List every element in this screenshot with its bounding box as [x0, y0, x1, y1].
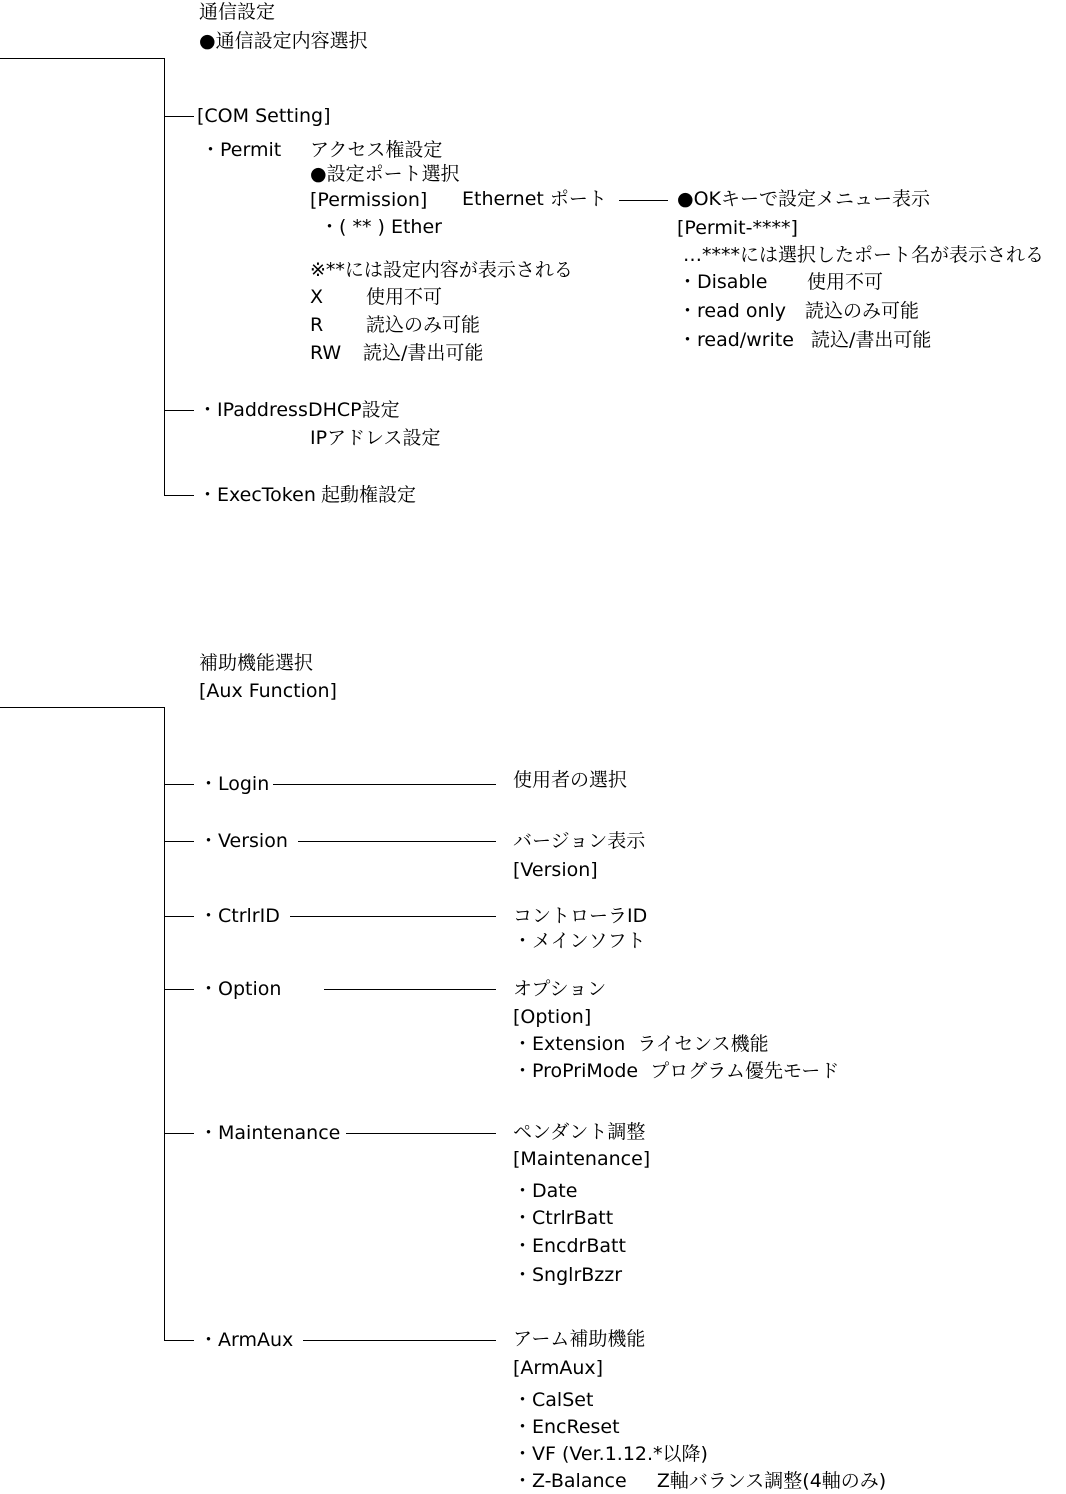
ip-address-setting: IPアドレス設定: [310, 427, 441, 449]
maintenance-header: [Maintenance]: [513, 1148, 651, 1170]
com-trunk-line: [164, 58, 165, 496]
armaux-item-vf: ・VF (Ver.1.12.*以降): [513, 1443, 708, 1465]
aux-branch-line-ctrlrid: [164, 916, 194, 917]
permit-note: ※**には設定内容が表示される: [310, 259, 573, 281]
armaux-item-calset: ・CalSet: [513, 1389, 594, 1411]
com-select-label: ●通信設定内容選択: [199, 30, 368, 52]
port-name-note: …****には選択したポート名が表示される: [683, 244, 1045, 266]
maintenance-connector-line: [346, 1133, 496, 1134]
mode-code-rw: RW: [310, 342, 342, 364]
permit-header: [Permit-****]: [677, 217, 798, 239]
ethernet-port-label: Ethernet ポート: [462, 188, 607, 210]
option-label: ・Option: [199, 978, 282, 1000]
permission-header: [Permission]: [310, 189, 428, 211]
aux-branch-line-version: [164, 841, 194, 842]
maintenance-item-date: ・Date: [513, 1180, 578, 1202]
ctrlrid-label: ・CtrlrID: [199, 905, 280, 927]
option-disable-label: ・Disable: [678, 271, 768, 293]
aux-title: 補助機能選択: [199, 652, 314, 674]
maintenance-item-snglrbzzr: ・SnglrBzzr: [513, 1264, 623, 1286]
aux-branch-line-maintenance: [164, 1133, 194, 1134]
option-readonly-desc: 読込のみ可能: [805, 300, 920, 322]
option-readwrite-label: ・read/write: [678, 329, 794, 351]
mode-desc-r: 読込のみ可能: [366, 314, 481, 336]
aux-branch-line-armaux: [164, 1340, 194, 1341]
option-item-extension: ・Extension ライセンス機能: [513, 1033, 769, 1055]
option-header: [Option]: [513, 1006, 592, 1028]
dhcp-setting: DHCP設定: [308, 399, 400, 421]
com-entry-line: [0, 58, 165, 59]
aux-branch-line-option: [164, 989, 194, 990]
option-readonly-label: ・read only: [678, 300, 787, 322]
ok-menu-label: ●OKキーで設定メニュー表示: [677, 188, 930, 210]
maintenance-desc: ペンダント調整: [513, 1121, 646, 1143]
exectoken-label: ・ExecToken: [198, 484, 316, 506]
maintenance-item-ctrlrbatt: ・CtrlrBatt: [513, 1207, 614, 1229]
armaux-header: [ArmAux]: [513, 1357, 604, 1379]
version-header: [Version]: [513, 859, 598, 881]
armaux-connector-line: [303, 1340, 496, 1341]
mode-code-x: X: [310, 286, 324, 308]
ipaddress-label: ・IPaddress: [198, 399, 308, 421]
aux-trunk-line: [164, 707, 165, 1341]
com-branch-line-ipaddress: [164, 410, 194, 411]
aux-header: [Aux Function]: [199, 680, 337, 702]
aux-entry-line: [0, 707, 165, 708]
option-disable-desc: 使用不可: [807, 271, 884, 293]
ctrlrid-connector-line: [290, 916, 496, 917]
com-branch-line-exectoken: [164, 495, 194, 496]
maintenance-label: ・Maintenance: [199, 1122, 341, 1144]
option-item-propri: ・ProPriMode プログラム優先モード: [513, 1060, 840, 1082]
port-select-label: ●設定ポート選択: [310, 163, 460, 185]
com-branch-line-com: [164, 116, 194, 117]
ether-item: ・( ** ) Ether: [320, 216, 442, 238]
ctrlrid-sub: ・メインソフト: [513, 930, 646, 952]
option-connector-line: [324, 989, 496, 990]
com-title: 通信設定: [199, 1, 276, 23]
mode-code-r: R: [310, 314, 324, 336]
ctrlrid-desc: コントローラID: [513, 905, 648, 927]
option-readwrite-desc: 読込/書出可能: [811, 329, 932, 351]
login-desc: 使用者の選択: [513, 769, 628, 791]
mode-desc-x: 使用不可: [366, 286, 443, 308]
armaux-label: ・ArmAux: [199, 1329, 294, 1351]
version-connector-line: [298, 841, 496, 842]
armaux-item-zbalance: ・Z-Balance Z軸バランス調整(4軸のみ): [513, 1470, 887, 1492]
mode-desc-rw: 読込/書出可能: [363, 342, 484, 364]
permit-desc: アクセス権設定: [310, 139, 443, 161]
aux-branch-line-login: [164, 784, 194, 785]
version-label: ・Version: [199, 830, 288, 852]
maintenance-item-encdrbatt: ・EncdrBatt: [513, 1235, 626, 1257]
permit-label: ・Permit: [201, 139, 282, 161]
login-label: ・Login: [199, 773, 270, 795]
armaux-desc: アーム補助機能: [513, 1328, 646, 1350]
option-desc: オプション: [513, 978, 607, 1000]
login-connector-line: [273, 784, 496, 785]
armaux-item-encreset: ・EncReset: [513, 1416, 620, 1438]
com-setting-header: [COM Setting]: [197, 105, 331, 127]
permit-connector-line: [619, 200, 668, 201]
version-desc: バージョン表示: [513, 830, 646, 852]
exectoken-desc: 起動権設定: [321, 484, 417, 506]
